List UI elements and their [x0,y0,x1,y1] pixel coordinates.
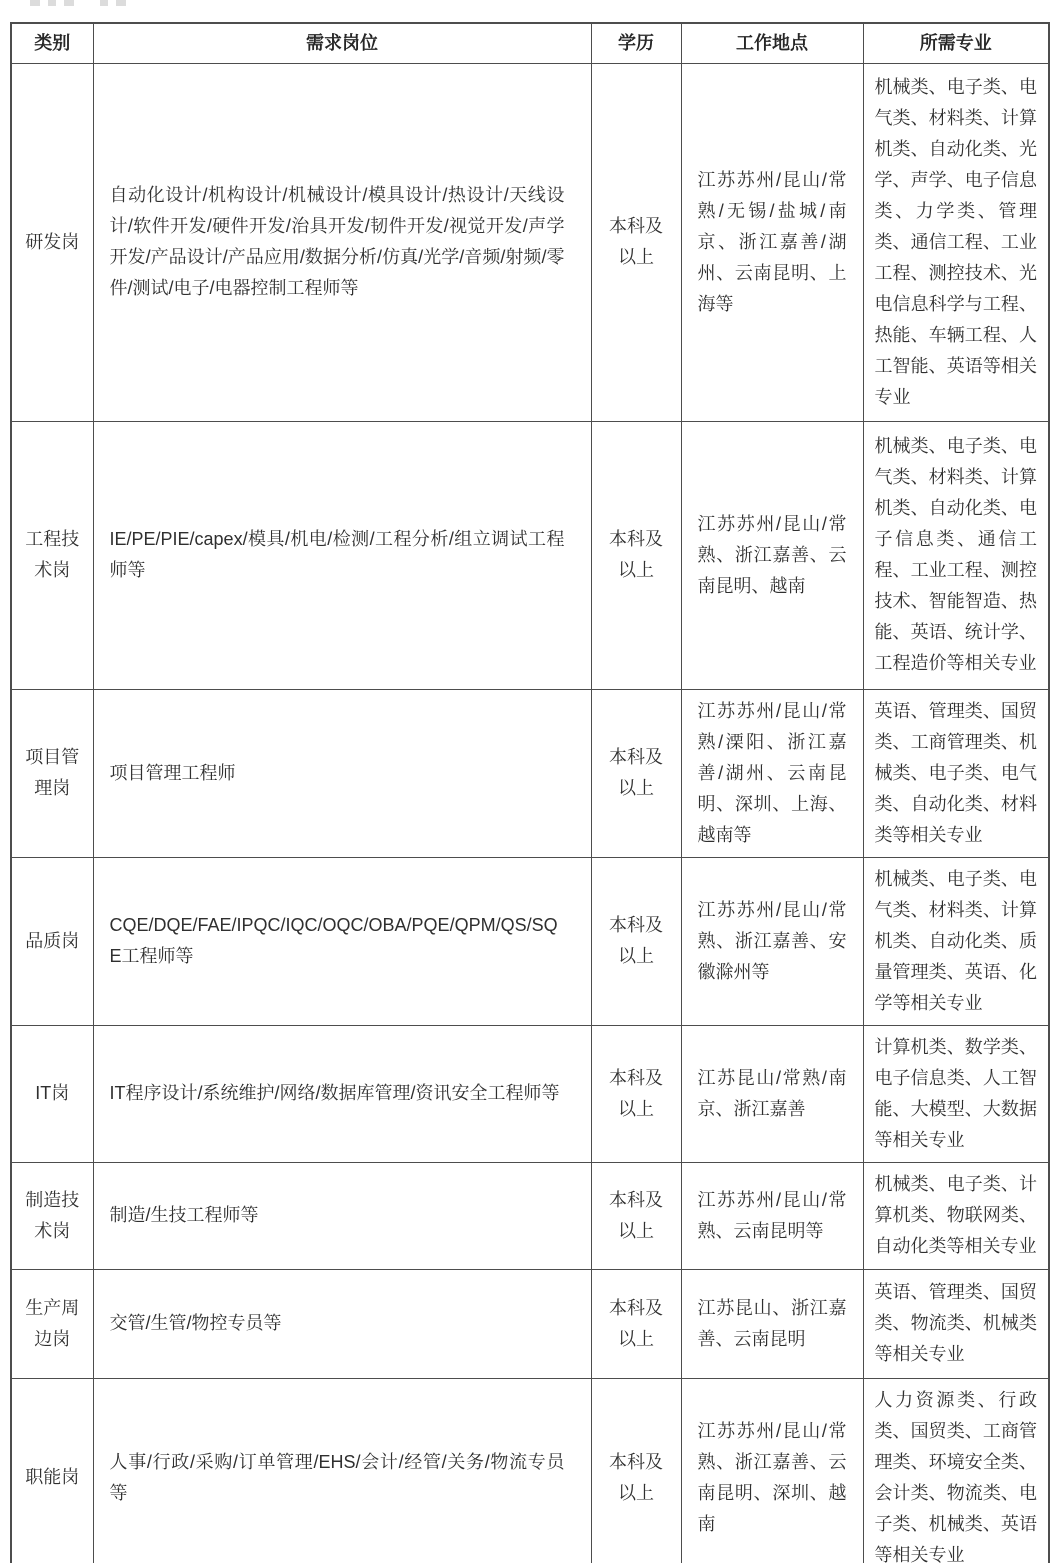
table-row-rd [11,63,1049,421]
cell-category: 品质岗 [11,857,93,1025]
cell-location: 江苏苏州/昆山/常熟、浙江嘉善、云南昆明、深圳、越南 [681,1378,863,1563]
table-row-functional [11,1378,1049,1563]
cell-education: 本科及以上 [591,63,681,421]
cell-category: 制造技术岗 [11,1162,93,1269]
cell-category: 项目管理岗 [11,689,93,857]
cell-location: 江苏苏州/昆山/常熟、浙江嘉善、安徽滁州等 [681,857,863,1025]
cell-location: 江苏昆山/常熟/南京、浙江嘉善 [681,1025,863,1162]
column-header-education: 学历 [591,23,681,63]
cell-positions: IE/PE/PIE/capex/模具/机电/检测/工程分析/组立调试工程师等 [93,421,591,689]
cell-education: 本科及以上 [591,689,681,857]
cell-majors: 英语、管理类、国贸类、工商管理类、机械类、电子类、电气类、自动化类、材料类等相关专业 [863,689,1049,857]
header-row [11,23,1049,63]
cell-majors: 机械类、电子类、电气类、材料类、计算机类、自动化类、电子信息类、通信工程、工业工程、测控技术、智能智造、热能、英语、统计学、工程造价等相关专业 [863,421,1049,689]
table-row-project-mgmt [11,689,1049,857]
cell-location: 江苏苏州/昆山/常熟/溧阳、浙江嘉善/湖州、云南昆明、深圳、上海、越南等 [681,689,863,857]
cell-education: 本科及以上 [591,421,681,689]
cell-category: IT岗 [11,1025,93,1162]
cell-location: 江苏苏州/昆山/常熟、云南昆明等 [681,1162,863,1269]
cell-majors: 计算机类、数学类、电子信息类、人工智能、大模型、大数据等相关专业 [863,1025,1049,1162]
table-row-engineering [11,421,1049,689]
cell-majors: 机械类、电子类、计算机类、物联网类、自动化类等相关专业 [863,1162,1049,1269]
cell-majors: 人力资源类、行政类、国贸类、工商管理类、环境安全类、会计类、物流类、电子类、机械类、英语等相关专业 [863,1378,1049,1563]
column-header-location: 工作地点 [681,23,863,63]
cell-education: 本科及以上 [591,1162,681,1269]
cell-education: 本科及以上 [591,1025,681,1162]
table-row-quality [11,857,1049,1025]
table-row-production-support [11,1269,1049,1378]
cell-positions: CQE/DQE/FAE/IPQC/IQC/OQC/OBA/PQE/QPM/QS/SQE工程师等 [93,857,591,1025]
table-row-it [11,1025,1049,1162]
cell-majors: 机械类、电子类、电气类、材料类、计算机类、自动化类、光学、声学、电子信息类、力学类、管理类、通信工程、工业工程、测控技术、光电信息科学与工程、热能、车辆工程、人工智能、英语等相关专业 [863,63,1049,421]
table-row-manufacturing-tech [11,1162,1049,1269]
cell-location: 江苏昆山、浙江嘉善、云南昆明 [681,1269,863,1378]
cell-education: 本科及以上 [591,1269,681,1378]
cell-category: 工程技术岗 [11,421,93,689]
cell-education: 本科及以上 [591,857,681,1025]
cell-majors: 机械类、电子类、电气类、材料类、计算机类、自动化类、质量管理类、英语、化学等相关专业 [863,857,1049,1025]
cell-category: 职能岗 [11,1378,93,1563]
cell-education: 本科及以上 [591,1378,681,1563]
cell-positions: IT程序设计/系统维护/网络/数据库管理/资讯安全工程师等 [93,1025,591,1162]
column-header-category: 类别 [11,23,93,63]
recruitment-table [10,22,1050,1563]
cell-category: 研发岗 [11,63,93,421]
cell-majors: 英语、管理类、国贸类、物流类、机械类等相关专业 [863,1269,1049,1378]
cell-positions: 项目管理工程师 [93,689,591,857]
column-header-majors: 所需专业 [863,23,1049,63]
cell-category: 生产周边岗 [11,1269,93,1378]
cell-positions: 制造/生技工程师等 [93,1162,591,1269]
cell-positions: 交管/生管/物控专员等 [93,1269,591,1378]
column-header-positions: 需求岗位 [93,23,591,63]
cell-positions: 人事/行政/采购/订单管理/EHS/会计/经管/关务/物流专员等 [93,1378,591,1563]
cropped-text-remnant [30,0,180,6]
cell-location: 江苏苏州/昆山/常熟、浙江嘉善、云南昆明、越南 [681,421,863,689]
cell-location: 江苏苏州/昆山/常熟/无锡/盐城/南京、浙江嘉善/湖州、云南昆明、上海等 [681,63,863,421]
cell-positions: 自动化设计/机构设计/机械设计/模具设计/热设计/天线设计/软件开发/硬件开发/治具开发/韧件开发/视觉开发/声学开发/产品设计/产品应用/数据分析/仿真/光学/音频/射频/零件/测试/电子/电器控制工程师等 [93,63,591,421]
